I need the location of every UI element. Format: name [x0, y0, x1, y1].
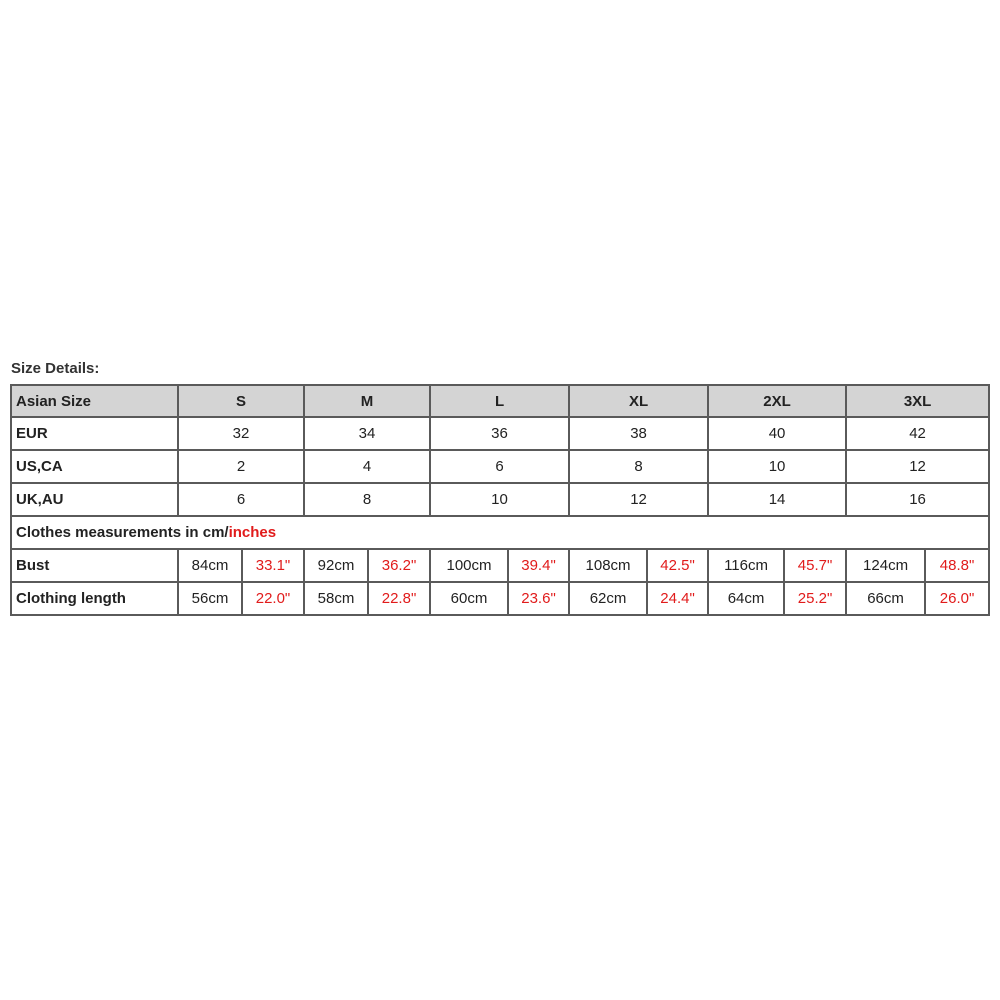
measurements-heading	[11, 516, 989, 549]
row-label: EUR	[11, 417, 178, 450]
table-row	[11, 483, 989, 516]
size-header: S	[178, 385, 304, 417]
table-row	[11, 582, 989, 615]
table-cell: 42	[846, 417, 989, 450]
measurements-unit-highlight: inches	[228, 524, 277, 541]
header-row	[11, 385, 989, 417]
inch-cell: 33.1"	[242, 549, 304, 582]
table-cell: 14	[708, 483, 846, 516]
table-cell: 12	[846, 450, 989, 483]
cm-cell: 62cm	[569, 582, 647, 615]
table-cell: 10	[708, 450, 846, 483]
table-cell: 6	[178, 483, 304, 516]
cm-cell: 56cm	[178, 582, 242, 615]
table-cell: 2	[178, 450, 304, 483]
table-cell: 34	[304, 417, 430, 450]
size-header: L	[430, 385, 569, 417]
inch-cell: 23.6"	[508, 582, 569, 615]
inch-cell: 24.4"	[647, 582, 708, 615]
table-row	[11, 417, 989, 450]
inch-cell: 22.0"	[242, 582, 304, 615]
row-label: Bust	[11, 549, 178, 582]
inch-cell: 26.0"	[925, 582, 989, 615]
table-cell: 4	[304, 450, 430, 483]
header-label: Asian Size	[11, 385, 178, 417]
inch-cell: 42.5"	[647, 549, 708, 582]
inch-cell: 45.7"	[784, 549, 846, 582]
inch-cell: 36.2"	[368, 549, 430, 582]
table-cell: 32	[178, 417, 304, 450]
cm-cell: 124cm	[846, 549, 925, 582]
table-cell: 38	[569, 417, 708, 450]
size-header: 3XL	[846, 385, 989, 417]
size-header: 2XL	[708, 385, 846, 417]
measurements-prefix: Clothes measurements in cm/	[16, 524, 229, 541]
table-cell: 8	[569, 450, 708, 483]
page-title: Size Details:	[11, 360, 100, 377]
table-cell: 36	[430, 417, 569, 450]
size-header: XL	[569, 385, 708, 417]
table-row	[11, 549, 989, 582]
table-row	[11, 450, 989, 483]
table-cell: 12	[569, 483, 708, 516]
table-cell: 16	[846, 483, 989, 516]
row-label: US,CA	[11, 450, 178, 483]
table-cell: 40	[708, 417, 846, 450]
row-label: Clothing length	[11, 582, 178, 615]
inch-cell: 48.8"	[925, 549, 989, 582]
table-cell: 8	[304, 483, 430, 516]
cm-cell: 84cm	[178, 549, 242, 582]
cm-cell: 100cm	[430, 549, 508, 582]
cm-cell: 64cm	[708, 582, 784, 615]
cm-cell: 66cm	[846, 582, 925, 615]
inch-cell: 22.8"	[368, 582, 430, 615]
size-header: M	[304, 385, 430, 417]
cm-cell: 60cm	[430, 582, 508, 615]
cm-cell: 108cm	[569, 549, 647, 582]
cm-cell: 58cm	[304, 582, 368, 615]
row-label: UK,AU	[11, 483, 178, 516]
table-cell: 6	[430, 450, 569, 483]
size-chart-table	[10, 384, 990, 616]
inch-cell: 25.2"	[784, 582, 846, 615]
table-cell: 10	[430, 483, 569, 516]
measurements-heading-row	[11, 516, 989, 549]
inch-cell: 39.4"	[508, 549, 569, 582]
cm-cell: 116cm	[708, 549, 784, 582]
cm-cell: 92cm	[304, 549, 368, 582]
